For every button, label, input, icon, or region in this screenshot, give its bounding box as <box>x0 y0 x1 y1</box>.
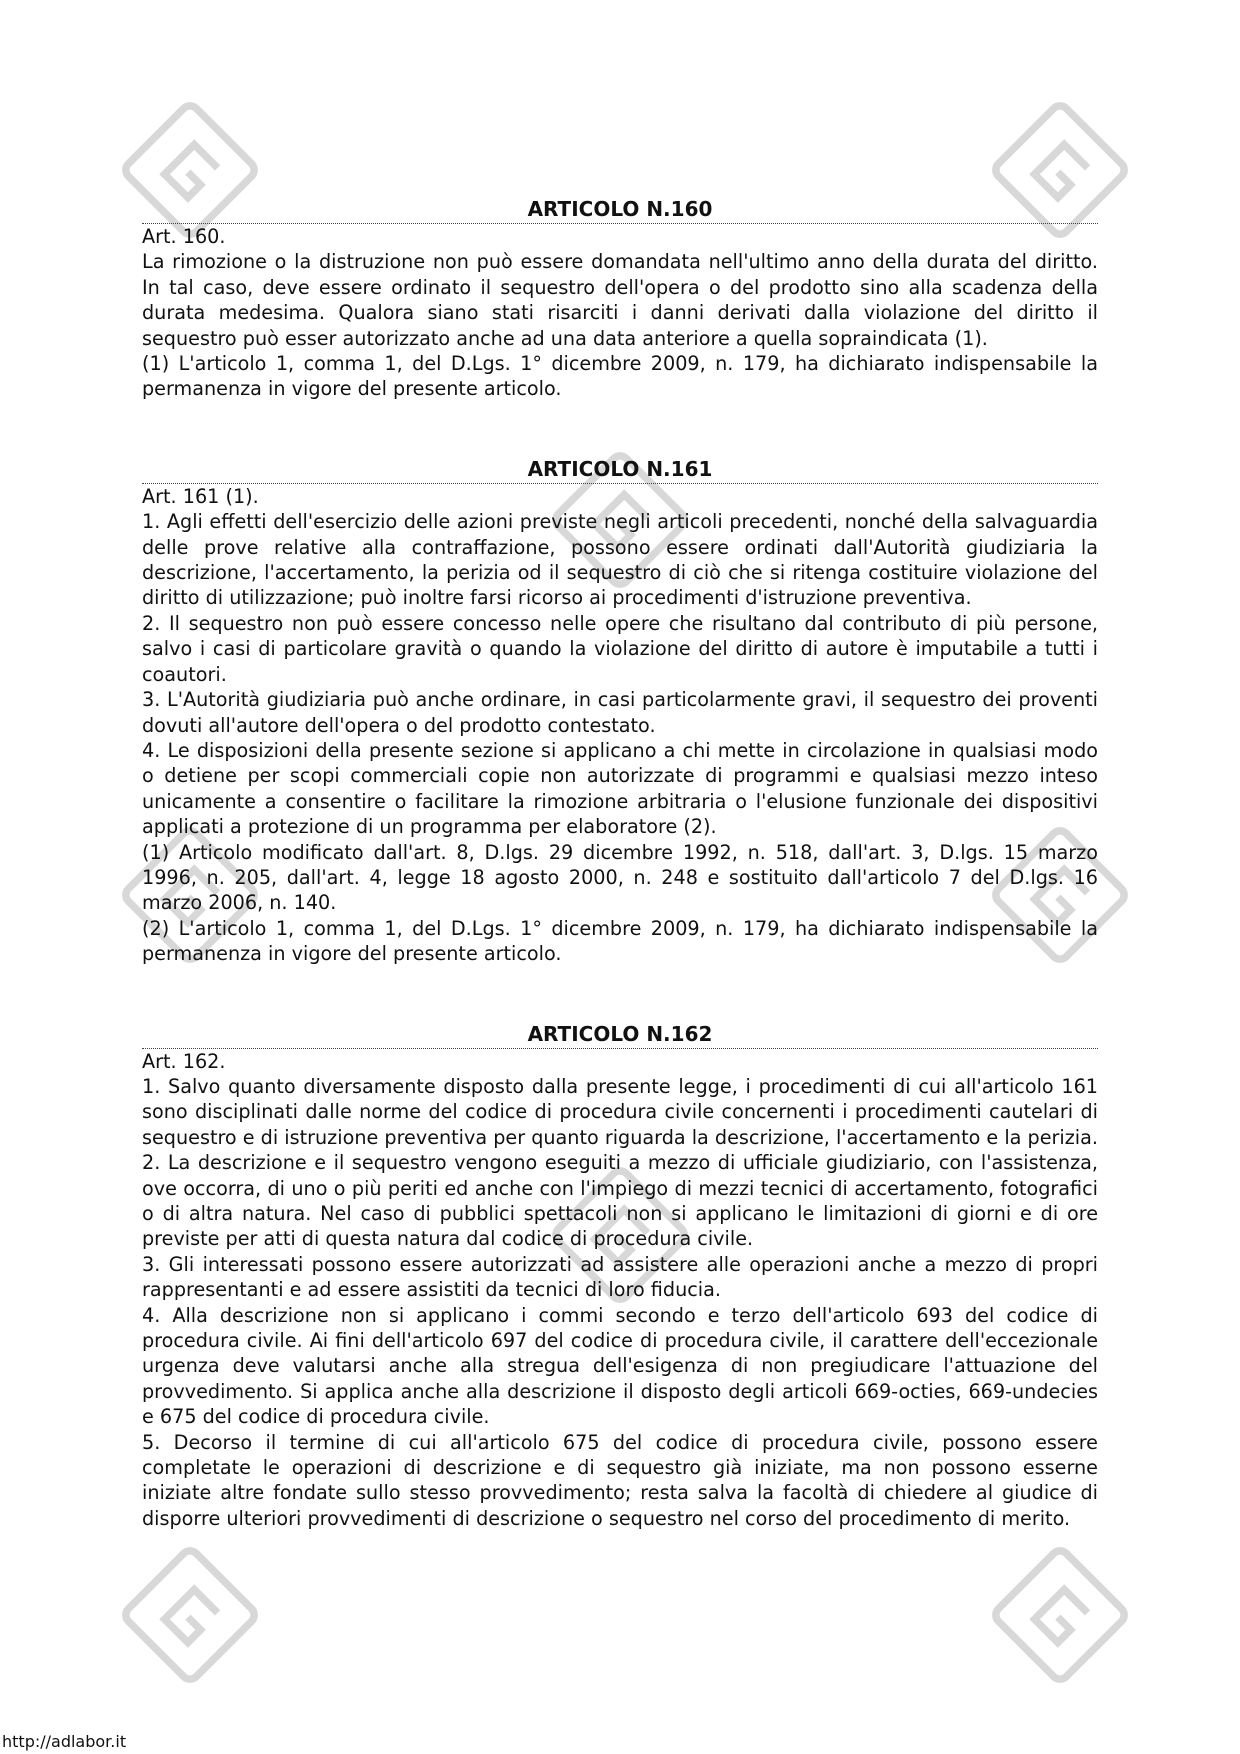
article-162 <box>142 1021 1098 1532</box>
watermark-logo-icon <box>115 1540 265 1690</box>
article-footnote: (2) L'articolo 1, comma 1, del D.Lgs. 1° dicembre 2009, n. 179, ha dichiarato indispensabile la permanenza in vigore del presente articolo. <box>142 916 1098 966</box>
article-paragraph: 4. Alla descrizione non si applicano i commi secondo e terzo dell'articolo 693 del codice di procedura civile. Ai fini dell'articolo 697 del codice di procedura civile, il carattere dell'eccezionale urgenza deve valutarsi anche alla stregua dell'esigenza di non pregiudicare l'attuazione del provvedimento. Si applica anche alla descrizione il disposto degli articoli 669-octies, 669-undecies e 675 del codice di procedura civile. <box>142 1303 1098 1429</box>
article-footnote: (1) Articolo modificato dall'art. 8, D.lgs. 29 dicembre 1992, n. 518, dall'art. 3, D.lgs. 15 marzo 1996, n. 205, dall'art. 4, legge 18 agosto 2000, n. 248 e sostituito dall'articolo 7 del D.lgs. 16 marzo 2006, n. 140. <box>142 840 1098 915</box>
article-paragraph: 5. Decorso il termine di cui all'articolo 675 del codice di procedura civile, possono essere completate le operazioni di descrizione e di sequestro già iniziate, ma non possono esserne iniziate altre fondate sullo stesso provvedimento; resta salva la facoltà di chiedere al giudice di disporre ulteriori provvedimenti di descrizione o sequestro nel corso del procedimento di merito. <box>142 1430 1098 1530</box>
article-paragraph: Art. 160. <box>142 225 226 248</box>
article-heading: ARTICOLO N.162 <box>142 1021 1098 1049</box>
article-paragraph: Art. 162. <box>142 1049 226 1073</box>
article-paragraph: Art. 161 (1). <box>142 484 259 508</box>
footer-url-link[interactable]: http://adlabor.it <box>2 1732 127 1751</box>
article-text <box>142 1049 1098 1532</box>
article-footnote: (1) L'articolo 1, comma 1, del D.Lgs. 1° dicembre 2009, n. 179, ha dichiarato indispensabile la permanenza in vigore del presente articolo. <box>142 352 1098 401</box>
article-text <box>142 224 1098 402</box>
article-paragraph: 2. La descrizione e il sequestro vengono eseguiti a mezzo di ufficiale giudiziario, con l'assistenza, ove occorra, di uno o più periti ed anche con l'impiego di mezzi tecnici di accertamento, fotografici o di altra natura. Nel caso di pubblici spettacoli non si applicano le limitazioni di giorni e di ore previste per atti di questa natura dal codice di procedura civile. <box>142 1151 1098 1251</box>
article-161 <box>142 456 1098 967</box>
article-paragraph: 2. Il sequestro non può essere concesso nelle opere che risultano dal contributo di più persone, salvo i casi di particolare gravità o quando la violazione del diritto di autore è imputabile a tutti i coautori. <box>142 611 1098 686</box>
article-text <box>142 484 1098 967</box>
document-body <box>142 196 1098 1531</box>
article-paragraph: 1. Salvo quanto diversamente disposto dalla presente legge, i procedimenti di cui all'articolo 161 sono disciplinati dalle norme del codice di procedura civile concernenti i procedimenti cautelari di sequestro e di istruzione preventiva per quanto riguarda la descrizione, l'accertamento e la perizia. <box>142 1074 1098 1149</box>
article-heading: ARTICOLO N.161 <box>142 456 1098 484</box>
article-paragraph: La rimozione o la distruzione non può essere domandata nell'ultimo anno della durata del diritto. In tal caso, deve essere ordinato il sequestro dell'opera o del prodotto sino alla scadenza della durata medesima. Qualora siano stati risarciti i danni derivati dalla violazione del diritto il sequestro può esser autorizzato anche ad una data anteriore a quella sopraindicata (1). <box>142 250 1098 350</box>
article-paragraph: 3. Gli interessati possono essere autorizzati ad assistere alle operazioni anche a mezzo di propri rappresentanti e ad essere assistiti da tecnici di loro fiducia. <box>142 1252 1098 1302</box>
article-paragraph: 1. Agli effetti dell'esercizio delle azioni previste negli articoli precedenti, nonché della salvaguardia delle prove relative alla contraffazione, possono essere ordinati dall'Autorità giudiziaria la descrizione, l'accertamento, la perizia od il sequestro di ciò che si ritenga costituire violazione del diritto di utilizzazione; può inoltre farsi ricorso ai procedimenti d'istruzione preventiva. <box>142 510 1098 610</box>
watermark-logo-icon <box>985 1540 1135 1690</box>
article-paragraph: 3. L'Autorità giudiziaria può anche ordinare, in casi particolarmente gravi, il sequestro dei proventi dovuti all'autore dell'opera o del prodotto contestato. <box>142 688 1098 737</box>
article-paragraph: 4. Le disposizioni della presente sezione si applicano a chi mette in circolazione in qualsiasi modo o detiene per scopi commerciali copie non autorizzate di programmi e qualsiasi mezzo inteso unicamente a consentire o facilitare la rimozione arbitraria o l'elusione funzionale dei dispositivi applicati a protezione di un programma per elaboratore (2). <box>142 738 1098 839</box>
article-heading: ARTICOLO N.160 <box>142 196 1098 224</box>
article-160 <box>142 196 1098 402</box>
